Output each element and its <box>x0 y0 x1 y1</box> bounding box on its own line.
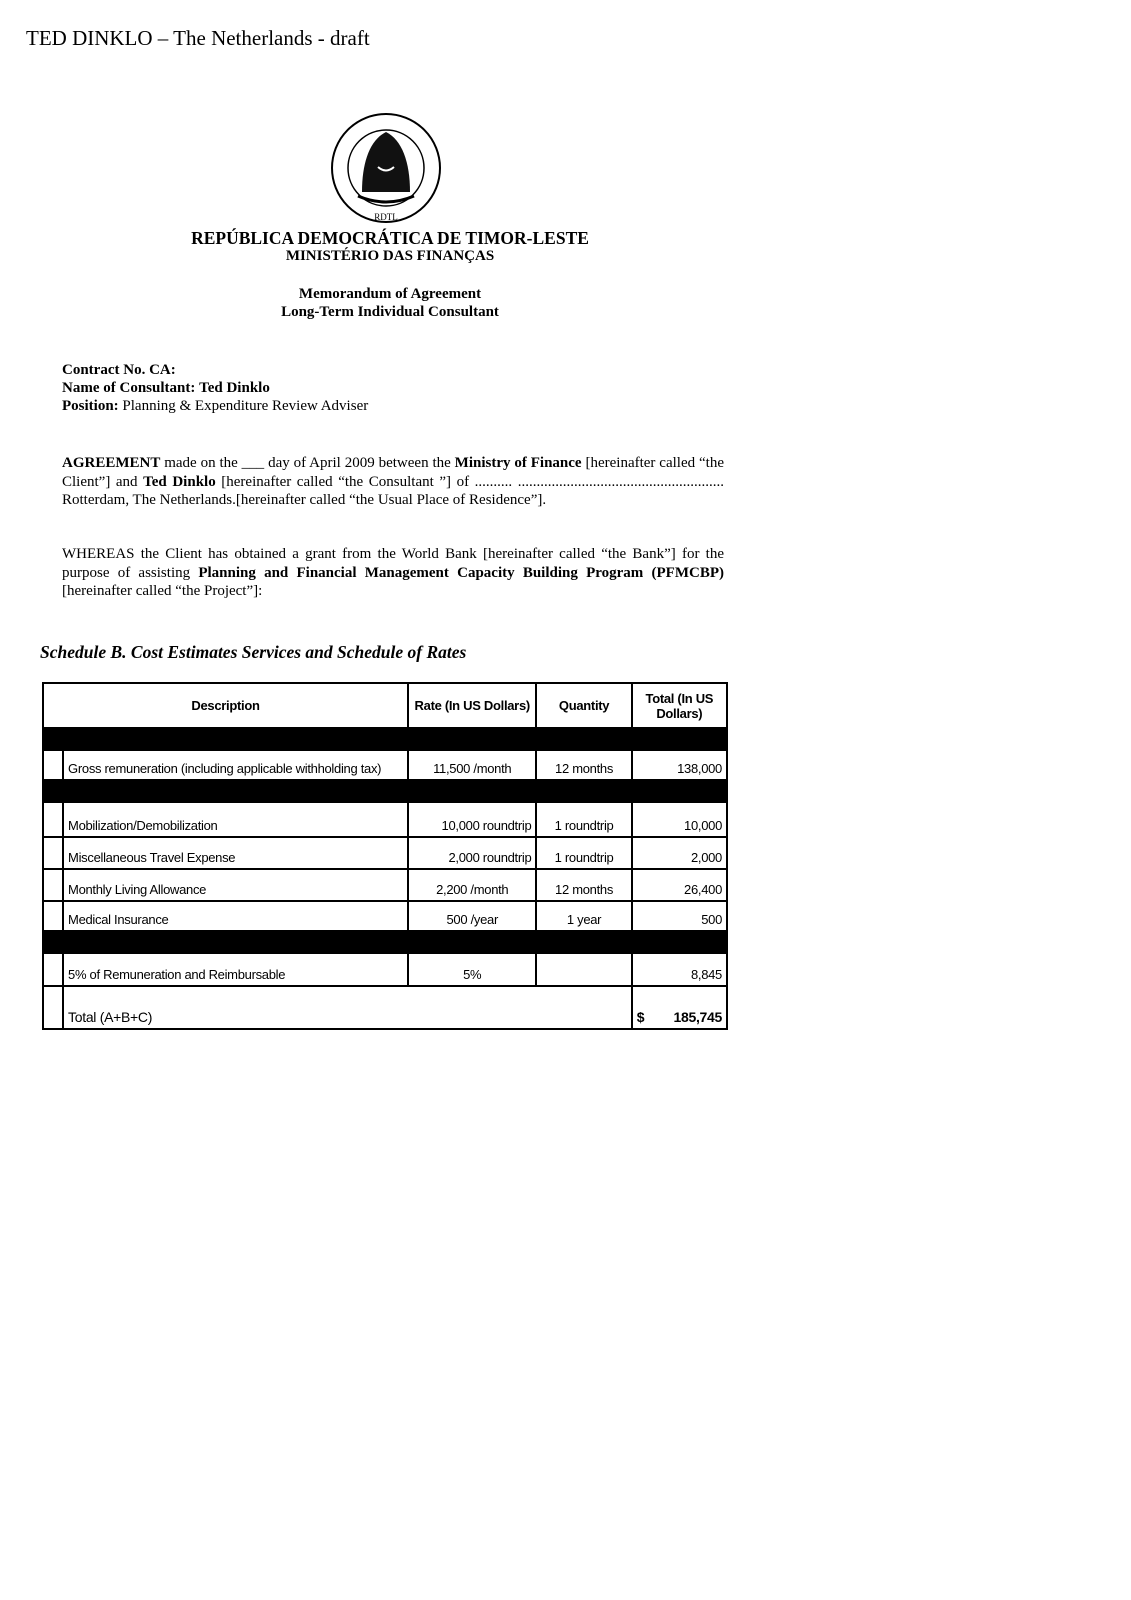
svg-text:RDTL: RDTL <box>374 212 398 222</box>
cost-estimates-table <box>42 682 728 1030</box>
contract-number: Contract No. CA: <box>62 362 176 378</box>
row-total: 2,000 <box>632 837 727 869</box>
row-rate: 5% <box>408 953 536 986</box>
position-value: Planning & Expenditure Review Adviser <box>122 398 369 414</box>
table-row <box>43 953 727 986</box>
row-total: 10,000 <box>632 802 727 837</box>
row-description: 5% of Remuneration and Reimbursable <box>63 953 408 986</box>
agreement-text: made on the ___ day of April 2009 between the <box>160 455 455 471</box>
grand-total <box>632 986 727 1029</box>
row-description: Gross remuneration (including applicable withholding tax) <box>63 750 408 780</box>
document-subtitle: Long-Term Individual Consultant <box>281 304 499 320</box>
col-header-description: Description <box>43 683 408 728</box>
row-quantity: 1 roundtrip <box>536 802 631 837</box>
agreement-paragraph <box>62 454 724 510</box>
ministry-bold: Ministry of Finance <box>454 455 582 471</box>
section-divider <box>43 931 727 953</box>
table-row <box>43 901 727 931</box>
row-rate: 2,200 /month <box>408 869 536 901</box>
document-header: TED DINKLO – The Netherlands - draft <box>26 26 370 50</box>
table-row <box>43 837 727 869</box>
republic-heading: REPÚBLICA DEMOCRÁTICA DE TIMOR-LESTE <box>191 228 589 248</box>
row-rate: 11,500 /month <box>408 750 536 780</box>
row-total: 26,400 <box>632 869 727 901</box>
grand-total-value: 185,745 <box>673 1009 722 1025</box>
row-description: Mobilization/Demobilization <box>63 802 408 837</box>
row-description: Monthly Living Allowance <box>63 869 408 901</box>
row-rate: 2,000 roundtrip <box>408 837 536 869</box>
col-header-rate: Rate (In US Dollars) <box>408 683 536 728</box>
whereas-text: WHEREAS the Client has obtained a grant from the World Bank [hereinafter called “the Bank”] for the purpose of assisting <box>62 546 724 581</box>
consultant-name-value: Ted Dinklo <box>199 380 270 396</box>
consultant-name <box>62 380 270 397</box>
row-quantity: 1 year <box>536 901 631 931</box>
section-divider <box>43 780 727 802</box>
row-rate: 10,000 roundtrip <box>408 802 536 837</box>
row-total: 500 <box>632 901 727 931</box>
row-quantity: 12 months <box>536 869 631 901</box>
timor-leste-seal-emblem <box>330 112 442 224</box>
table-header-row <box>43 683 727 728</box>
row-quantity: 12 months <box>536 750 631 780</box>
row-total: 8,845 <box>632 953 727 986</box>
row-quantity <box>536 953 631 986</box>
position-label: Position: <box>62 398 119 414</box>
row-quantity: 1 roundtrip <box>536 837 631 869</box>
agreement-bold: AGREEMENT <box>62 455 161 471</box>
row-total: 138,000 <box>632 750 727 780</box>
table-row <box>43 802 727 837</box>
agreement-text: [hereinafter called “the Client”] and <box>62 455 724 490</box>
total-row <box>43 986 727 1029</box>
total-label: Total (A+B+C) <box>63 986 632 1029</box>
table-row <box>43 750 727 780</box>
section-divider <box>43 728 727 750</box>
agreement-text: [hereinafter called “the Consultant ”] of .......... ....................................................... Rotterdam, The Netherlands.[hereinafter called “the Usual Place of Residence”]. <box>62 473 724 508</box>
table-row <box>43 869 727 901</box>
row-description: Miscellaneous Travel Expense <box>63 837 408 869</box>
ministry-heading: MINISTÉRIO DAS FINANÇAS <box>285 248 495 264</box>
whereas-paragraph <box>62 545 724 601</box>
consultant-bold: Ted Dinklo <box>143 473 216 490</box>
document-title: Memorandum of Agreement <box>298 286 482 302</box>
col-header-quantity: Quantity <box>536 683 631 728</box>
schedule-title: Schedule B. Cost Estimates Services and Schedule of Rates <box>40 642 467 662</box>
currency-symbol: $ <box>636 1009 645 1025</box>
row-rate: 500 /year <box>408 901 536 931</box>
whereas-text: [hereinafter called “the Project”]: <box>62 583 263 599</box>
consultant-name-label: Name of Consultant: <box>62 380 196 396</box>
program-bold: Planning and Financial Management Capacity Building Program (PFMCBP) <box>198 564 724 581</box>
row-description: Medical Insurance <box>63 901 408 931</box>
consultant-position <box>62 398 368 415</box>
col-header-total: Total (In US Dollars) <box>632 683 727 728</box>
